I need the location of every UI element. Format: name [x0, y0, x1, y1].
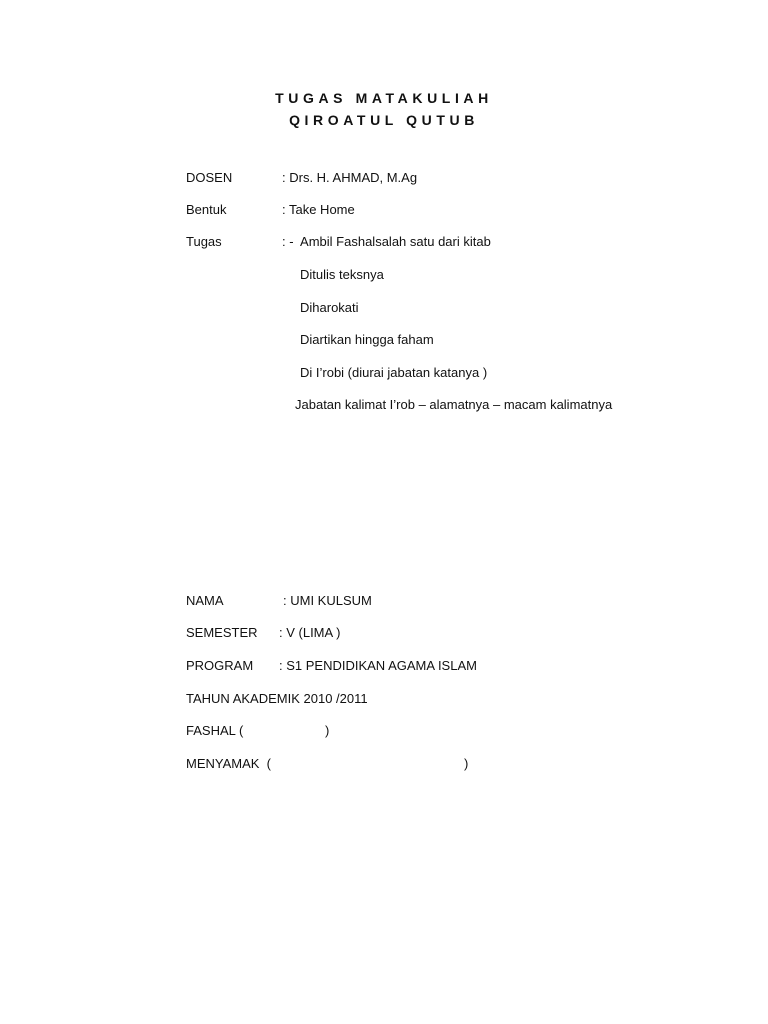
nama-value: : UMI KULSUM	[283, 593, 372, 608]
semester-value: : V (LIMA )	[279, 625, 341, 640]
nama-label: NAMA	[186, 593, 224, 608]
document-title-line-1: TUGAS MATAKULIAH	[275, 90, 493, 106]
dosen-value: : Drs. H. AHMAD, M.Ag	[282, 170, 418, 185]
fashal-close-paren: )	[325, 723, 330, 738]
bentuk-value: : Take Home	[282, 202, 355, 217]
menyamak-close-paren: )	[464, 756, 469, 771]
fashal-label: FASHAL (	[186, 723, 244, 738]
task-item: Ditulis teksnya	[300, 267, 384, 282]
bentuk-label: Bentuk	[186, 202, 227, 217]
document-title-line-2: QIROATUL QUTUB	[289, 112, 479, 128]
program-label: PROGRAM	[186, 658, 254, 673]
dosen-label: DOSEN	[186, 170, 233, 185]
program-value: : S1 PENDIDIKAN AGAMA ISLAM	[279, 658, 477, 673]
tugas-label: Tugas	[186, 234, 222, 249]
task-item: Diharokati	[300, 300, 359, 315]
tahun-akademik: TAHUN AKADEMIK 2010 /2011	[186, 691, 368, 706]
task-item: Diartikan hingga faham	[300, 332, 434, 347]
semester-label: SEMESTER	[186, 625, 258, 640]
task-item: Jabatan kalimat I’rob – alamatnya – macam kalimatnya	[295, 397, 613, 412]
task-item: Di I’robi (diurai jabatan katanya )	[300, 365, 488, 380]
menyamak-label: MENYAMAK (	[186, 756, 271, 771]
tugas-value: : - Ambil Fashalsalah satu dari kitab	[282, 234, 491, 249]
